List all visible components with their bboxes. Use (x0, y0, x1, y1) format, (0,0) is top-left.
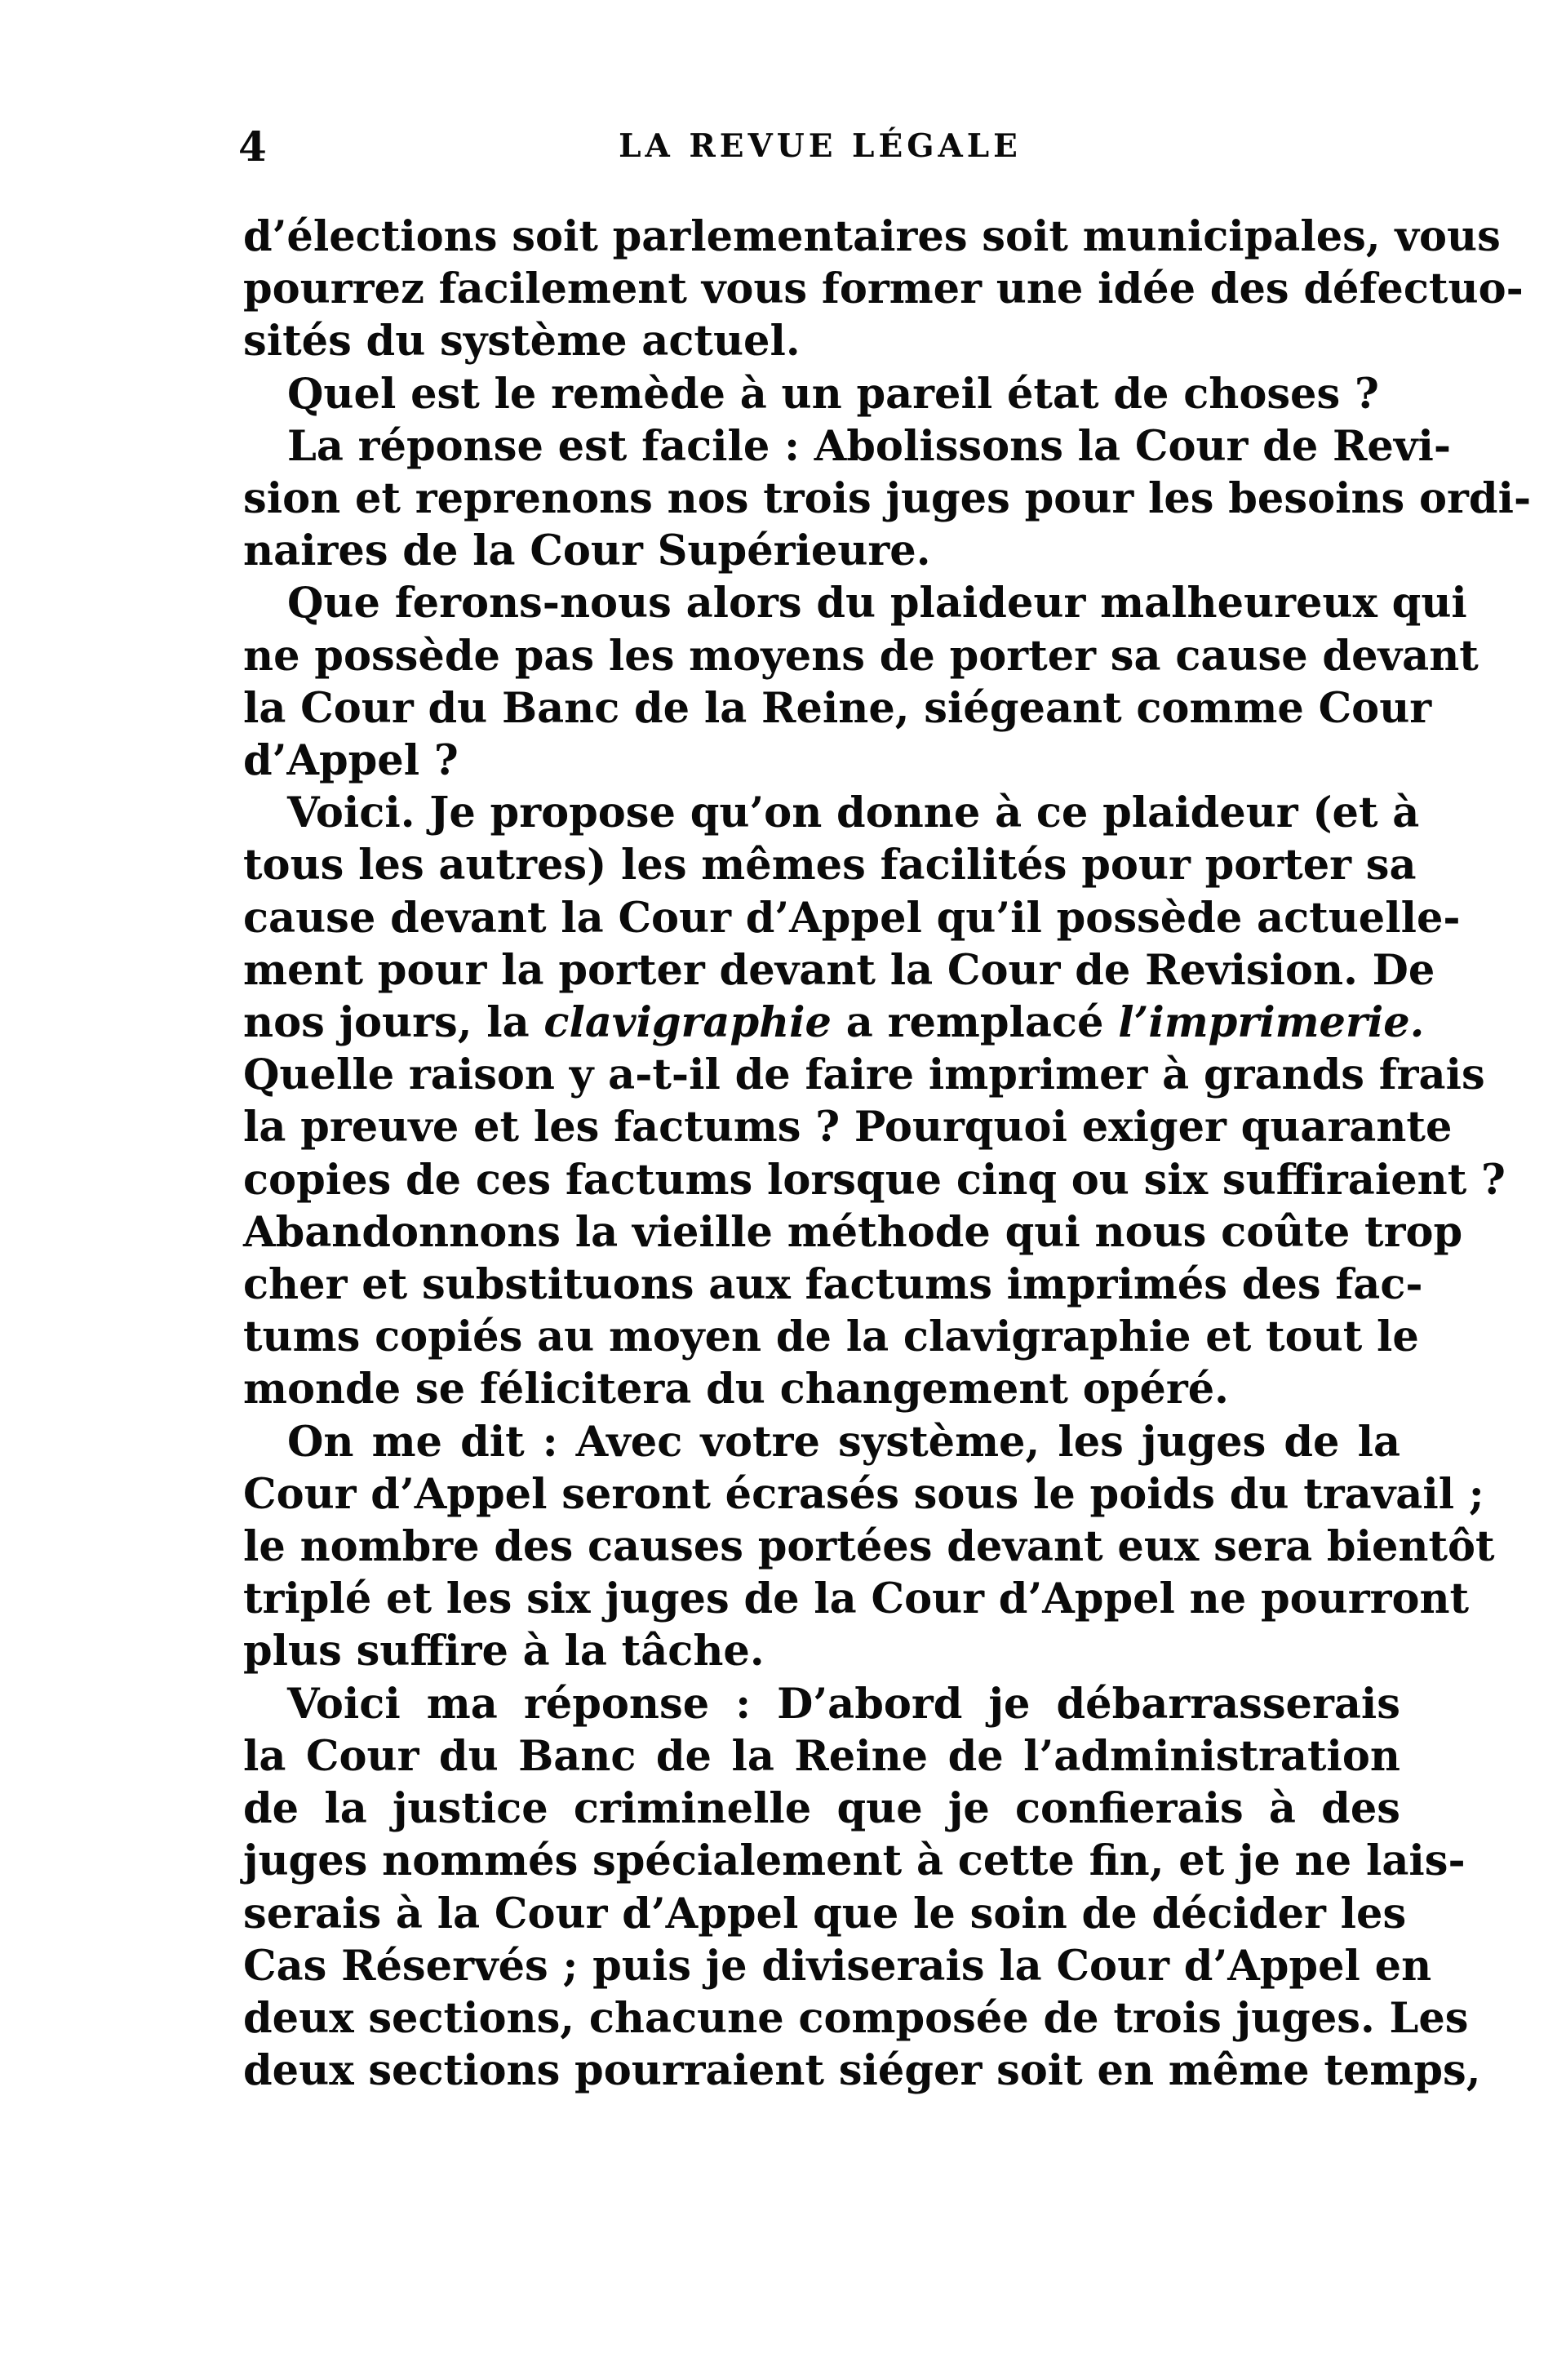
italic-term: l’imprimerie. (1118, 998, 1425, 1048)
text-line: pourrez facilement vous former une idée des défectuo- (243, 264, 1524, 314)
paragraph (243, 787, 1506, 1415)
text-line: copies de ces factums lorsque cinq ou six suffiraient ? (243, 1155, 1506, 1205)
page-header (238, 122, 1402, 171)
text-line: Que ferons-nous alors du plaideur malheureux qui (287, 579, 1467, 628)
text-line: La réponse est facile : Abolissons la Cour de Revi- (287, 421, 1452, 471)
text-line: cher et substituons aux factums imprimés des fac- (243, 1260, 1423, 1310)
text-line: monde se félicitera du changement opéré. (243, 1365, 1229, 1414)
text-line: sion et reprenons nos trois juges pour les besoins ordi- (243, 474, 1532, 524)
paragraph (243, 577, 1479, 787)
text-line: d’élections soit parlementaires soit municipales, vous (243, 212, 1501, 261)
text-line: Voici ma réponse : D’abord je débarrasserais (287, 1679, 1400, 1729)
text-line: serais à la Cour d’Appel que le soin de décider les (243, 1889, 1407, 1938)
text-line: Abandonnons la vieille méthode qui nous coûte trop (243, 1207, 1463, 1257)
text-run: nos jours, la (243, 998, 544, 1048)
text-line: tous les autres) les mêmes facilités pour porter sa (243, 841, 1417, 890)
text-line: ne possède pas les moyens de porter sa cause devant (243, 631, 1479, 681)
text-line: ment pour la porter devant la Cour de Revision. De (243, 945, 1435, 995)
page-body (243, 211, 1532, 2097)
text-line: naires de la Cour Supérieure. (243, 526, 931, 576)
text-line: la Cour du Banc de la Reine, siégeant comme Cour (243, 683, 1432, 733)
text-line: Quelle raison y a-t-il de faire imprimer à grands frais (243, 1050, 1485, 1100)
text-line-mixed (243, 997, 1425, 1049)
text-line: le nombre des causes portées devant eux sera bientôt (243, 1522, 1495, 1572)
text-line: deux sections, chacune composée de trois juges. Les (243, 1993, 1469, 2043)
text-line: triplé et les six juges de la Cour d’Appel ne pourront (243, 1574, 1470, 1624)
paragraph (243, 420, 1532, 578)
page-number: 4 (238, 122, 267, 171)
text-run: a remplacé (832, 998, 1119, 1048)
paragraph (243, 211, 1524, 368)
text-line: deux sections pourraient siéger soit en même temps, (243, 2046, 1481, 2096)
text-line: la Cour du Banc de la Reine de l’administration (243, 1731, 1400, 1781)
text-line: tums copiés au moyen de la clavigraphie et tout le (243, 1312, 1419, 1362)
text-line: juges nommés spécialement à cette fin, et je ne lais- (243, 1836, 1466, 1886)
text-line: cause devant la Cour d’Appel qu’il possède actuelle- (243, 893, 1461, 943)
running-head: LA REVUE LÉGALE (619, 127, 1022, 165)
paragraph (243, 368, 1400, 420)
text-line: On me dit : Avec votre système, les juges de la (287, 1417, 1400, 1467)
text-line: Cas Réservés ; puis je diviserais la Cour d’Appel en (243, 1941, 1432, 1991)
text-line: Cour d’Appel seront écrasés sous le poids du travail ; (243, 1469, 1484, 1519)
paragraph (243, 1416, 1495, 1678)
text-line: plus suffire à la tâche. (243, 1627, 765, 1676)
text-line: Voici. Je propose qu’on donne à ce plaideur (et à (287, 788, 1420, 838)
text-line: sités du système actuel. (243, 317, 801, 366)
text-line: d’Appel ? (243, 736, 459, 786)
text-line: la preuve et les factums ? Pourquoi exiger quarante (243, 1103, 1453, 1152)
paragraph (243, 1678, 1481, 2098)
text-line: Quel est le remède à un pareil état de choses ? (287, 369, 1379, 419)
italic-term: clavigraphie (543, 998, 832, 1048)
text-line: de la justice criminelle que je confierais à des (243, 1784, 1400, 1834)
